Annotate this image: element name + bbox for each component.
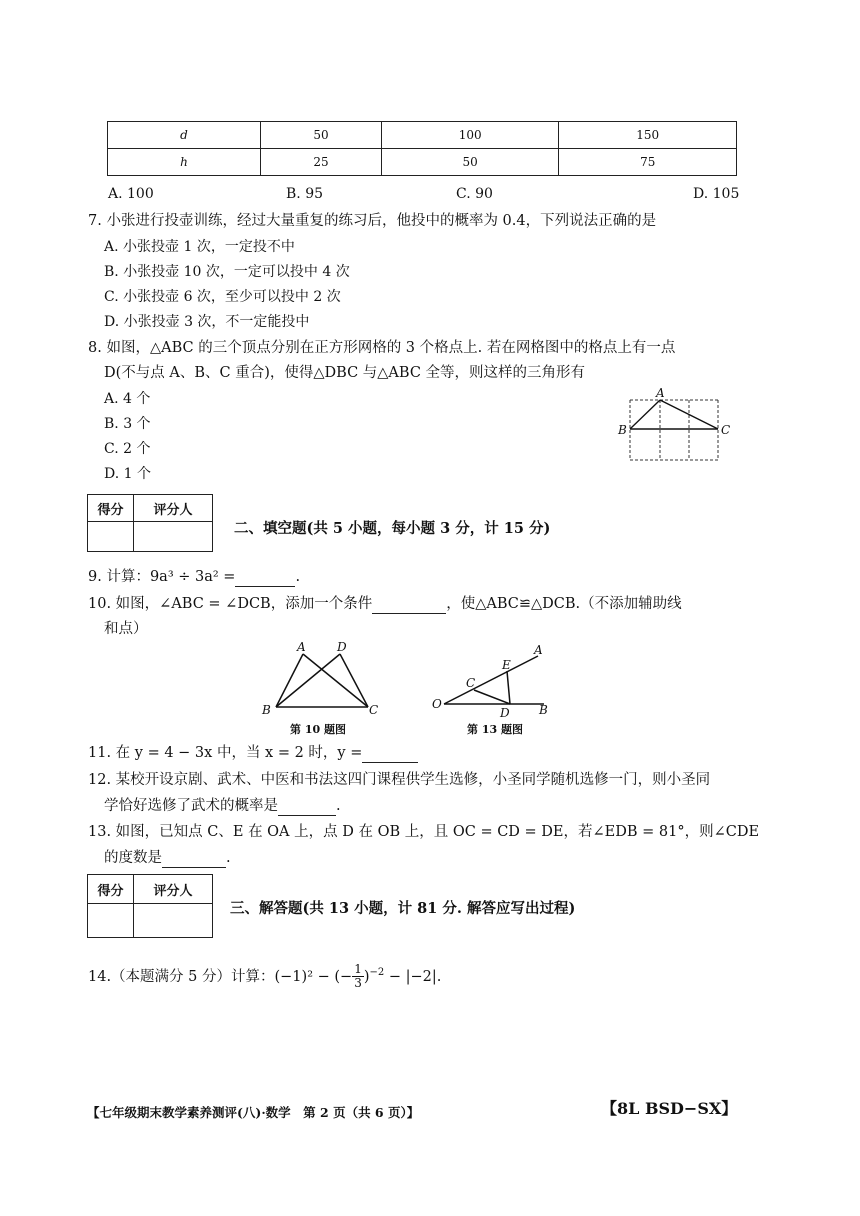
q14-exponent: −2 bbox=[369, 967, 385, 978]
q8-option-d: D. 1 个 bbox=[104, 466, 151, 482]
row-label: d bbox=[108, 122, 261, 149]
q6-option-b: B. 95 bbox=[286, 186, 324, 202]
score-cell bbox=[88, 904, 134, 938]
q6-option-d: D. 105 bbox=[693, 186, 740, 202]
q6-option-c: C. 90 bbox=[456, 186, 493, 202]
q7-stem: 7. 小张进行投壶训练，经过大量重复的练习后，他投中的概率为 0.4，下列说法正确的是 bbox=[88, 213, 657, 229]
table-row bbox=[108, 122, 737, 149]
triangle-abc bbox=[630, 400, 718, 429]
q14-suffix: − |−2|. bbox=[384, 968, 442, 985]
label-a: A bbox=[534, 643, 543, 657]
label-b: B bbox=[618, 423, 627, 437]
q10-figure bbox=[258, 640, 388, 718]
label-c: C bbox=[369, 703, 379, 717]
q12-text: 学恰好选修了武术的概率是 bbox=[104, 798, 278, 814]
q13-line2 bbox=[104, 848, 231, 868]
fraction-numerator: 1 bbox=[354, 962, 362, 977]
q12-answer-blank bbox=[278, 801, 336, 816]
q13-figure bbox=[428, 640, 558, 718]
q12-line2 bbox=[104, 796, 341, 816]
q11-text: 11. 在 y = 4 − 3x 中，当 x = 2 时，y = bbox=[88, 745, 363, 761]
q13-text: 的度数是 bbox=[104, 850, 162, 866]
score-cell bbox=[88, 522, 134, 552]
label-o: O bbox=[432, 697, 442, 711]
score-box bbox=[87, 494, 213, 552]
table-cell: 75 bbox=[559, 149, 737, 176]
q14-fraction bbox=[352, 963, 364, 990]
q9-answer-blank bbox=[235, 572, 295, 587]
q9-text: 9. 计算：9a³ ÷ 3a² = bbox=[88, 569, 236, 585]
label-c: C bbox=[721, 423, 731, 437]
q8-stem-line2: D(不与点 A、B、C 重合)，使得△DBC 与△ABC 全等，则这样的三角形有 bbox=[104, 365, 586, 381]
q7-option-d: D. 小张投壶 3 次，不一定能投中 bbox=[104, 314, 310, 330]
label-e: E bbox=[502, 658, 511, 672]
q8-option-c: C. 2 个 bbox=[104, 441, 151, 457]
q11-answer-blank bbox=[362, 748, 418, 763]
q8-stem-line1: 8. 如图，△ABC 的三个顶点分别在正方形网格的 3 个格点上. 若在网格图中的格点上有一点 bbox=[88, 340, 676, 356]
table-cell: 50 bbox=[261, 122, 382, 149]
q14 bbox=[88, 958, 441, 992]
q10-figure-caption: 第 10 题图 bbox=[290, 723, 346, 736]
q9 bbox=[88, 567, 300, 587]
label-d: D bbox=[337, 640, 347, 654]
q14-close-paren: ) bbox=[363, 968, 370, 985]
row-label: h bbox=[108, 149, 261, 176]
table-cell: 25 bbox=[261, 149, 382, 176]
q7-option-c: C. 小张投壶 6 次，至少可以投中 2 次 bbox=[104, 289, 341, 305]
q10 bbox=[88, 594, 682, 614]
label-b: B bbox=[262, 703, 271, 717]
q7-option-b: B. 小张投壶 10 次，一定可以投中 4 次 bbox=[104, 264, 350, 280]
table-cell: 50 bbox=[381, 149, 559, 176]
section-3-title: 三、解答题(共 13 小题，计 81 分. 解答应写出过程) bbox=[230, 900, 576, 917]
grader-cell bbox=[134, 522, 213, 552]
q10-lines bbox=[276, 654, 368, 707]
label-b: B bbox=[539, 703, 548, 717]
q6-choices bbox=[108, 186, 748, 208]
q6-option-a: A. 100 bbox=[108, 186, 154, 202]
fraction-denominator: 3 bbox=[354, 976, 362, 991]
label-a: A bbox=[297, 640, 306, 654]
q13-lines bbox=[444, 656, 544, 704]
q14-open-paren: (− bbox=[334, 968, 353, 985]
table-cell: 100 bbox=[381, 122, 559, 149]
label-d: D bbox=[500, 706, 510, 718]
q11 bbox=[88, 743, 418, 763]
q10-after: ，使△ABC≌△DCB.（不添加辅助线 bbox=[446, 596, 682, 612]
score-label: 得分 bbox=[88, 875, 134, 904]
d-h-table bbox=[107, 121, 737, 176]
page-footer: 【七年级期末教学素养测评(八)·数学 第 2 页（共 6 页）】 bbox=[87, 1105, 420, 1120]
q13-line1: 13. 如图，已知点 C、E 在 OA 上，点 D 在 OB 上，且 OC = CD = DE，若∠EDB = 81°，则∠CDE bbox=[88, 824, 760, 840]
grid-lines bbox=[630, 400, 718, 460]
q13-answer-blank bbox=[162, 853, 226, 868]
q12-end: . bbox=[336, 798, 341, 814]
q8-grid-figure bbox=[612, 384, 742, 466]
q8-option-b: B. 3 个 bbox=[104, 416, 151, 432]
score-box bbox=[87, 874, 213, 938]
q10-text: 10. 如图，∠ABC = ∠DCB，添加一个条件 bbox=[88, 596, 373, 612]
q10-line2: 和点） bbox=[104, 621, 148, 637]
q14-prefix: 14.（本题满分 5 分）计算：(−1)² − bbox=[88, 968, 335, 985]
q12-line1: 12. 某校开设京剧、武术、中医和书法这四门课程供学生选修，小圣同学随机选修一门，则小圣同 bbox=[88, 772, 711, 788]
table-row bbox=[108, 149, 737, 176]
label-c: C bbox=[466, 676, 476, 690]
label-a: A bbox=[656, 386, 665, 400]
q9-end: . bbox=[295, 569, 301, 585]
grader-label: 评分人 bbox=[134, 495, 213, 522]
q13-figure-caption: 第 13 题图 bbox=[467, 723, 523, 736]
section-2-title: 二、填空题(共 5 小题，每小题 3 分，计 15 分) bbox=[234, 520, 551, 537]
q10-answer-blank bbox=[372, 599, 446, 614]
q13-end: . bbox=[226, 850, 231, 866]
table-cell: 150 bbox=[559, 122, 737, 149]
grader-cell bbox=[134, 904, 213, 938]
q8-option-a: A. 4 个 bbox=[104, 391, 151, 407]
grader-label: 评分人 bbox=[134, 875, 213, 904]
paper-code: 【8L BSD−SX】 bbox=[601, 1099, 738, 1118]
q7-option-a: A. 小张投壶 1 次，一定投不中 bbox=[104, 239, 295, 255]
score-label: 得分 bbox=[88, 495, 134, 522]
